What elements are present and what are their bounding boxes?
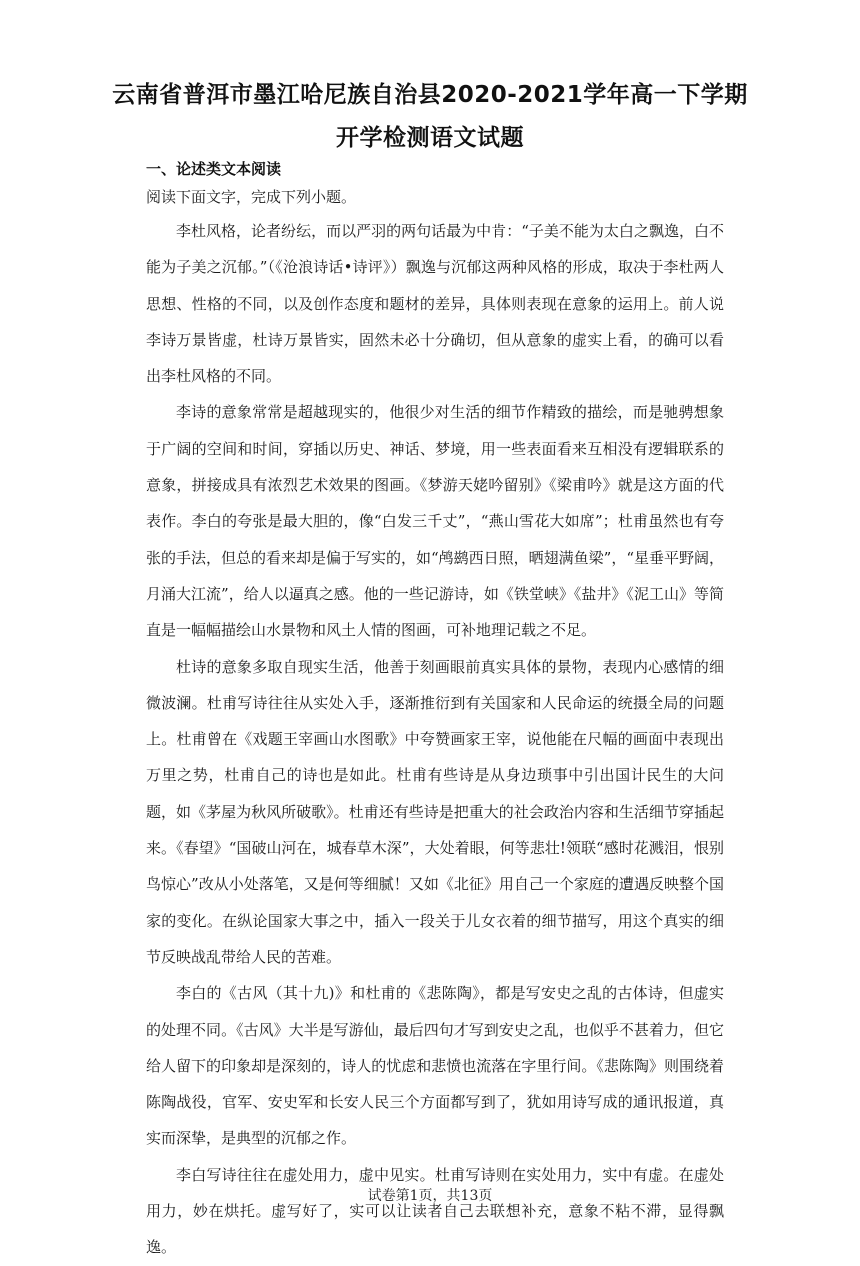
paragraph: 杜诗的意象多取自现实生活，他善于刻画眼前真实具体的景物，表现内心感情的细微波澜。杜甫写诗往往从实处入手，逐渐推衍到有关国家和人民命运的统摄全局的问题上。杜甫曾在《戏题王宰画山水图歌》中夸赞画家王宰，说他能在尺幅的画面中表现出万里之势，杜甫自己的诗也是如此。杜甫有些诗是从身边琐事中引出国计民生的大问题，如《茅屋为秋风所破歌》。杜甫还有些诗是把重大的社会政治内容和生活细节穿插起来。《春望》“国破山河在，城春草木深”，大处着眼，何等悲壮!领联“感时花溅泪，恨别鸟惊心”改从小处落笔，又是何等细腻！又如《北征》用自己一个家庭的遭遇反映整个国家的变化。在纵论国家大事之中，插入一段关于儿女衣着的细节描写，用这个真实的细节反映战乱带给人民的苦难。 [146,657,724,966]
document-title-line-1: 云南省普洱市墨江哈尼族自治县2020-2021学年高一下学期 [112,82,748,108]
page-footer: 试卷第1页，共13页 [367,1188,493,1204]
paragraph: 李白的《古风（其十九)》和杜甫的《悲陈陶》，都是写安史之乱的古体诗，但虚实的处理不同。《古风》大半是写游仙，最后四句才写到安史之乱，也似乎不甚着力，但它给人留下的印象却是深刻的，诗人的忧虑和悲愤也流落在字里行间。《悲陈陶》则围绕着陈陶战役，官军、安史军和长安人民三个方面都写到了，犹如用诗写成的通讯报道，真实而深挚，是典型的沉郁之作。 [146,984,724,1148]
paragraph: 李诗的意象常常是超越现实的，他很少对生活的细节作精致的描绘，而是驰骋想象于广阔的空间和时间，穿插以历史、神话、梦境，用一些表面看来互相没有逻辑联系的意象，拼接成具有浓烈艺术效果的图画。《梦游天姥吟留别》《梁甫吟》就是这方面的代表作。李白的夸张是最大胆的，像“白发三千丈”，“燕山雪花大如席”；杜甫虽然也有夸张的手法，但总的看来却是偏于写实的，如“鸬鹚西日照，晒翅满鱼梁”，“星垂平野阔，月涌大江流”，给人以逼真之感。他的一些记游诗，如《铁堂峡》《盐井》《泥工山》等简直是一幅幅描绘山水景物和风土人情的图画，可补地理记载之不足。 [146,403,725,640]
reading-instruction: 阅读下面文字，完成下列小题。 [146,188,357,206]
paragraph: 李杜风格，论者纷纭，而以严羽的两句话最为中肯：“子美不能为太白之飘逸，白不能为子美之沉郁。”（《沧浪诗话•诗评》）飘逸与沉郁这两种风格的形成，取决于李杜两人思想、性格的不同，以及创作态度和题材的差异，具体则表现在意象的运用上。前人说李诗万景皆虚，杜诗万景皆实，固然未必十分确切，但从意象的虚实上看，的确可以看出李杜风格的不同。 [146,222,724,386]
article-body [146,213,724,1266]
document-title-line-2: 开学检测语文试题 [336,125,524,151]
section-heading: 一、论述类文本阅读 [146,160,282,178]
paragraph: 李白写诗往往在虚处用力，虚中见实。杜甫写诗则在实处用力，实中有虚。在虚处用力，妙在烘托。虚写好了，实可以让读者自己去联想补充，意象不粘不滞，显得飘逸。 [146,1165,724,1257]
